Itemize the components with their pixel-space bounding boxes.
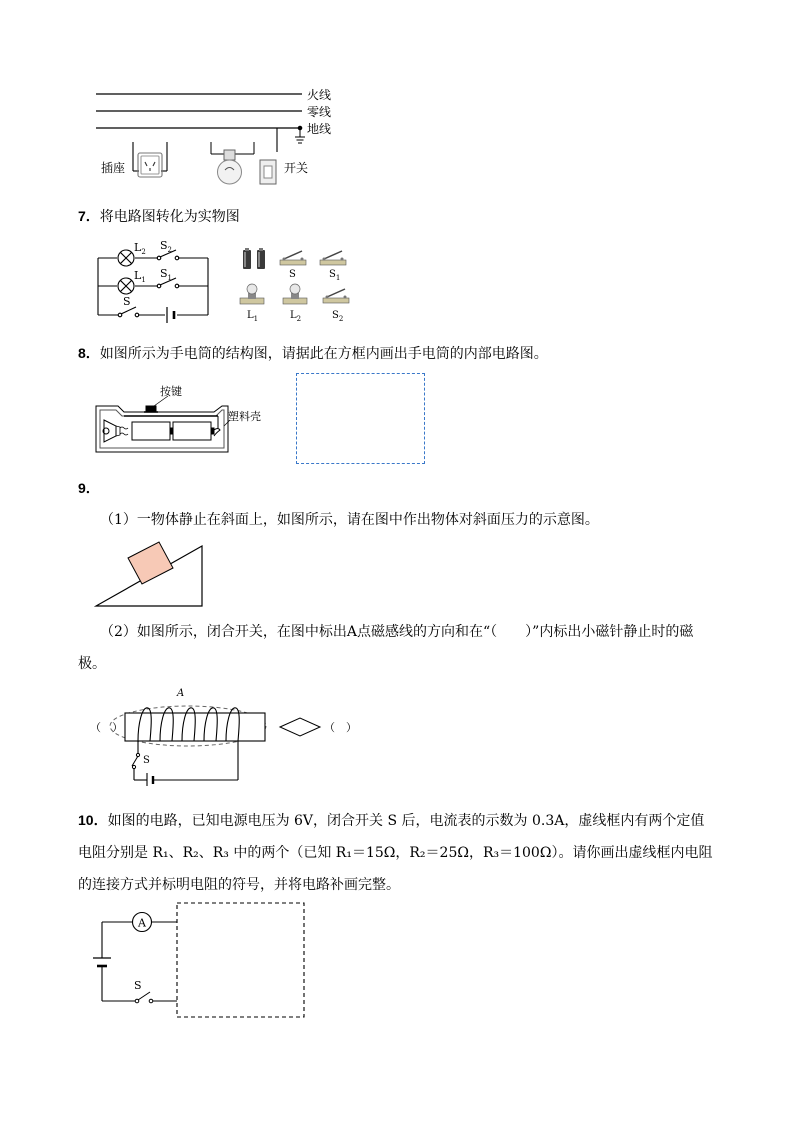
svg-text:L1 xyxy=(247,310,258,323)
ammeter-label: A xyxy=(138,916,146,930)
solenoid-switch-symbol xyxy=(132,753,140,768)
lamp-L1-label: L xyxy=(134,269,142,282)
svg-text:L2 xyxy=(134,241,146,256)
question-8-number: 8． xyxy=(78,345,100,361)
svg-text:L2 xyxy=(290,310,301,323)
ground-label: 地线 xyxy=(307,122,332,136)
question-10 xyxy=(78,804,718,901)
svg-text:S1 xyxy=(160,267,172,282)
knife-switch-S1-icon xyxy=(320,251,346,265)
lamp-L1-sub: 1 xyxy=(141,276,146,284)
svg-text:S2 xyxy=(160,239,172,254)
lamp-holder-L1-icon xyxy=(240,284,264,304)
q10-switch-symbol xyxy=(135,992,153,1003)
battery-pack-icon xyxy=(243,248,265,269)
incline-figure xyxy=(94,536,206,610)
solenoid-figure xyxy=(90,684,360,786)
component-S2-sub: 2 xyxy=(338,315,344,323)
answer-box-q10[interactable] xyxy=(177,903,304,1017)
component-L2-sub: 2 xyxy=(296,315,302,323)
component-L1-sub: 1 xyxy=(253,315,259,323)
compass-needle xyxy=(280,718,320,736)
svg-text:S2 xyxy=(332,310,343,323)
ground-symbol xyxy=(295,126,305,143)
shell-label: 塑料壳 xyxy=(228,410,261,423)
knife-switch-S-icon xyxy=(280,251,306,265)
switch-label: 开关 xyxy=(284,161,309,175)
question-8-text: 如图所示为手电筒的结构图，请据此在方框内画出手电筒的内部电路图。 xyxy=(99,346,548,362)
component-L2-label: L xyxy=(290,310,297,321)
circuit-7-figure xyxy=(90,238,370,330)
question-9-part-1: （1）一物体静止在斜面上，如图所示，请在图中作出物体对斜面压力的示意图。 xyxy=(100,512,599,528)
switch-S2-sub: 2 xyxy=(167,246,173,254)
bulb-icon xyxy=(211,142,254,184)
switch-S1-sub: 1 xyxy=(167,274,173,282)
socket-label: 插座 xyxy=(101,161,126,175)
lamp-holder-L2-icon xyxy=(283,284,307,304)
button-label: 按键 xyxy=(160,385,182,398)
question-9-number: 9． xyxy=(78,480,100,496)
knife-switch-S2-icon xyxy=(323,289,349,303)
component-S1-sub: 1 xyxy=(335,274,341,282)
question-9-part-2: （2）如图所示，闭合开关，在图中标出A点磁感线的方向和在“（ ）”内标出小磁针静止时的磁极。 xyxy=(78,624,694,672)
component-S-label: S xyxy=(289,269,296,280)
switch-S-symbol xyxy=(118,307,139,317)
switch-S-label: S xyxy=(123,295,131,308)
lamp-L2-label: L xyxy=(134,241,142,254)
question-10-text: 如图的电路，已知电源电压为 6V，闭合开关 S 后，电流表的示数为 0.3A，虚线框内有两个定值电阻分别是 R₁、R₂、R₃ 中的两个（已知 R₁＝15Ω，R₂＝25Ω，R₃＝100Ω）。请你画出虚线框内电阻的连接方式并标明电阻的符号，并将电路补画完整。 xyxy=(78,813,713,893)
neutral-label: 零线 xyxy=(307,105,332,119)
component-S1-label: S xyxy=(329,269,336,280)
point-A-label: A xyxy=(177,688,185,699)
q10-switch-label: S xyxy=(134,979,142,992)
switch-S1-label: S xyxy=(160,267,168,280)
svg-text:S1 xyxy=(329,269,340,282)
wall-switch-icon xyxy=(260,128,277,184)
paren-left: （ ） xyxy=(90,721,123,734)
lamp-L2-sub: 2 xyxy=(141,248,146,256)
wiring-figure xyxy=(90,82,350,192)
question-8 xyxy=(78,343,548,364)
solenoid-switch-label: S xyxy=(143,755,150,766)
paren-right: （ ） xyxy=(324,721,357,734)
battery-symbol xyxy=(167,307,174,323)
question-7 xyxy=(78,206,240,227)
switch-S2-label: S xyxy=(160,239,168,252)
live-label: 火线 xyxy=(307,88,332,102)
lamp-L1-symbol xyxy=(118,278,134,294)
solenoid-battery-symbol xyxy=(147,773,153,786)
component-L1-label: L xyxy=(247,310,254,321)
q10-battery-symbol xyxy=(93,958,111,966)
circuit-10-figure xyxy=(90,900,310,1022)
question-10-number: 10． xyxy=(78,812,108,828)
component-S2-label: S xyxy=(332,310,339,321)
lamp-L2-symbol xyxy=(118,250,134,266)
svg-text:L1 xyxy=(134,269,146,284)
question-7-number: 7． xyxy=(78,208,100,224)
question-9 xyxy=(78,478,100,499)
answer-box-q8[interactable] xyxy=(296,373,425,464)
socket-icon xyxy=(133,142,167,177)
flashlight-figure xyxy=(94,384,274,460)
question-7-text: 将电路图转化为实物图 xyxy=(99,209,240,225)
